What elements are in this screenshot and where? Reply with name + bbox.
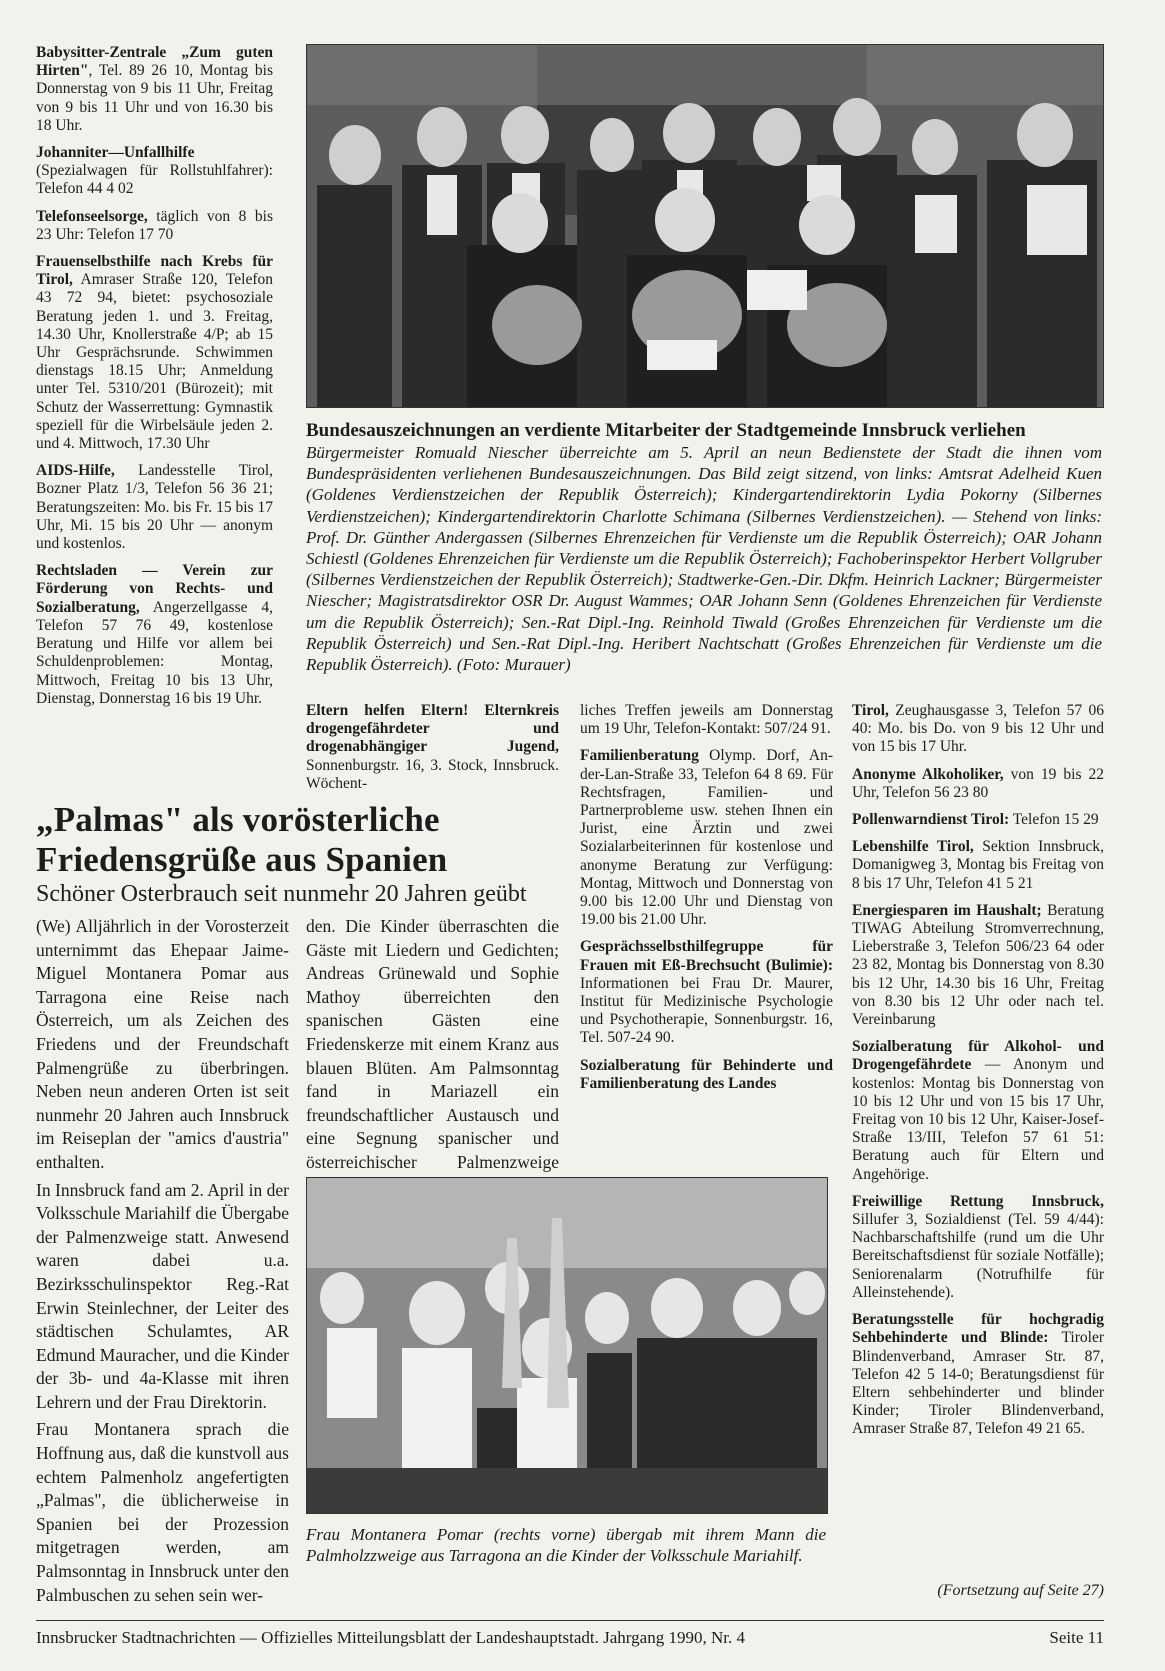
listing-title: Sozialberatung für Alkohol- und Drogengefährdete xyxy=(852,1038,1104,1074)
listing-title: Pollenwarndienst Tirol: xyxy=(852,811,1010,829)
listing xyxy=(36,208,273,244)
listing-title: Telefonseelsorge, xyxy=(36,207,148,225)
listing xyxy=(852,702,1104,757)
article-headline-line1: „Palmas" als vorösterliche xyxy=(36,800,440,839)
listing-title: Frauenselbsthilfe nach Krebs für Tirol, xyxy=(36,253,273,289)
listing xyxy=(852,838,1104,893)
listing-text: Olymp. Dorf, An-der-Lan-Straße 33, Telefon 64 8 69. Für Rechtsfragen, Familien- und Partnerprobleme usw. stehen Ihnen ein Jurist, eine Ärztin und zwei Sozialarbeiterinnen für kostenlose und anonyme Beratung zur Verfügung: Montag, Mittwoch und Donnerstag von 9.00 bis 12.00 Uhr und Dienstag von 19.00 bis 21.00 Uhr. xyxy=(580,747,833,929)
mid-listings-b xyxy=(580,702,833,1102)
awards-caption: Bürgermeister Romuald Niescher überreichte am 5. April an neun Bedienstete der Stadt die ihnen vom Bundespräsidenten verliehenen Bundesauszeichnungen. Das Bild zeigt sitzend, von links: Amtsrat Adelheid Kuen (Goldenes Verdienstzeichen der Republik Österreich); Kindergartendirektorin Lydia Pokorny (Silbernes Verdienstzeichen); Kindergartendirektorin Charlotte Schimana (Silbernes Verdienstzeichen). — Stehend von links: Prof. Dr. Günther Andergassen (Silbernes Ehrenzeichen für Verdienste um die Republik Österreich); OAR Johann Schiestl (Goldenes Ehrenzeichen für Verdienste um die Republik Österreich); Fachoberinspektor Herbert Vollgruber (Silbernes Verdienstzeichen der Republik Österreich); Stadtwerke-Gen.-Dir. Dkfm. Heinrich Lackner; Bürgermeister Niescher; Magistratsdirektor OSR Dr. August Wammes; OAR Johann Senn (Goldenes Ehrenzeichen für Verdienste um die Republik Österreich); Sen.-Rat Dipl.-Ing. Reinhold Tiwald (Großes Ehrenzeichen für Verdienste um die Republik Österreich) und Sen.-Rat Dipl.-Ing. Heribert Nachtschatt (Großes Ehrenzeichen für Verdienste um die Republik Österreich). (Foto: Murauer) xyxy=(306,443,1102,675)
listing xyxy=(580,938,833,1047)
listing xyxy=(36,462,273,553)
article-paragraph: (We) Alljährlich in der Vorosterzeit unternimmt das Ehepaar Jaime-Miguel Montanera Pomar aus Tarragona eine Reise nach Österreich, um als Zeichen des Friedens und der Freundschaft Palmengrüße zu überbringen. Neben neun anderen Orten ist seit nunmehr 20 Jahren auch Innsbruck im Reiseplan der "amics d'austria" enthalten. xyxy=(36,916,289,1172)
listing-title: Johanniter—Unfallhilfe xyxy=(36,144,195,162)
listing-title: Gesprächsselbsthilfegruppe für Frauen mit Eß-Brechsucht (Bulimie): xyxy=(580,938,833,974)
listing-text: (Spezialwagen für Rollstuhlfahrer): Telefon 44 4 02 xyxy=(36,162,273,198)
listing-text: Zeughausgasse 3, Telefon 57 06 40: Mo. bis Do. von 9 bis 12 Uhr und von 15 bis 17 Uhr. xyxy=(852,702,1104,756)
article-column-1 xyxy=(36,915,289,1611)
listing xyxy=(306,702,559,793)
listing-title: Energiesparen im Haushalt; xyxy=(852,901,1042,919)
listing-title: Lebenshilfe Tirol, xyxy=(852,838,974,856)
listing-text: Amraser Straße 120, Telefon 43 72 94, bietet: psychosoziale Beratung jeden 1. und 3. Freitag, 14.30 Uhr, Knollerstraße 4/P; ab 15 Uhr Gesprächsrunde. Schwimmen dienstags 18.15 Uhr; Anmeldung unter Tel. 5310/201 (Bürozeit); mit Schutz der Wasserrettung: Gymnastik speziell für die Wirbelsäule jeden 2. und 4. Mittwoch, 17.30 Uhr xyxy=(36,271,273,453)
listing-text: Beratung TIWAG Abteilung Stromverrechnung, Lieberstraße 3, Telefon 506/23 64 oder 23 82, Montag bis Donnerstag von 8.30 bis 12 Uhr, 14.30 bis 16 Uhr, Freitag von 8.30 bis 12 Uhr oder nach tel. Vereinbarung xyxy=(852,901,1104,1029)
listing-title: Familienberatung xyxy=(580,747,699,765)
left-listings xyxy=(36,44,273,717)
listing-text: Sillufer 3, Sozialdienst (Tel. 59 4/44): Nachbarschaftshilfe (rund um die Uhr Bereitschaftsdienst für soziale Notfälle); Seniorenalarm (Notrufhilfe für Alleinstehende). xyxy=(852,1211,1104,1301)
listing-text: , Tel. 89 26 10, Montag bis Donnerstag von 9 bis 11 Uhr, Freitag von 9 bis 11 Uhr und von 16.30 bis 18 Uhr. xyxy=(36,62,273,134)
footer-page-number: Seite 11 xyxy=(1049,1628,1104,1647)
listing-title: Freiwillige Rettung Innsbruck, xyxy=(852,1192,1104,1210)
listing xyxy=(852,1311,1104,1438)
listing-title: AIDS-Hilfe, xyxy=(36,462,115,480)
listing xyxy=(36,44,273,135)
listing xyxy=(36,253,273,453)
listing-title: Rechtsladen — Verein zur Förderung von Rechts- und Sozialberatung, xyxy=(36,562,273,616)
footer-divider xyxy=(36,1620,1104,1621)
children-palms-photo xyxy=(306,1177,828,1514)
article-paragraph: Frau Montanera sprach die Hoffnung aus, daß die kunstvoll aus echtem Palmenholz angefertigten „Palmas", die üblicherweise in Spanien bei der Prozession mitgetragen werden, am Palmsonntag in Innsbruck unter den Palmbuschen zu sehen sein wer- xyxy=(36,1419,289,1605)
listing-text: Landesstelle Tirol, Bozner Platz 1/3, Telefon 56 36 21; Beratungszeiten: Mo. bis Fr. 15 bis 17 Uhr, Mi. 15 bis 20 Uhr — anonym und kostenlos. xyxy=(36,462,273,553)
listing-text: Sonnenburgstr. 16, 3. Stock, Innsbruck. Wöchent- xyxy=(306,756,559,792)
listing xyxy=(36,144,273,199)
awards-caption-block xyxy=(306,420,1102,675)
listing xyxy=(580,1057,833,1093)
article-paragraph: den. Die Kinder überraschten die Gäste mit Liedern und Gedichten; Andreas Grünewald und Sophie Mathoy überreichten den spanischen Gästen eine Friedenskerze mit einem Kranz aus blauen Blüten. Am Palmsonntag fand in Mariazell ein freundschaftlicher Austausch und eine Segnung spanischer und österreichischer Palmenzweige xyxy=(306,916,559,1172)
article-paragraph: In Innsbruck fand am 2. April in der Volksschule Mariahilf die Übergabe der Palmenzweige statt. Anwesend waren dabei u.a. Bezirksschulinspektor Reg.-Rat Erwin Steinlechner, der Leiter des städtischen Schulamtes, AR Edmund Mauracher, und die Kinder der 3b- und 4a-Klasse mit ihren Lehrern und der Frau Direktorin. xyxy=(36,1179,289,1412)
listing-title: Babysitter-Zentrale „Zum guten Hirten" xyxy=(36,44,273,80)
continuation-note: (Fortsetzung auf Seite 27) xyxy=(937,1582,1104,1599)
listing-text: Angerzellgasse 4, Telefon 57 76 49, kostenlose Beratung und Hilfe vor allem bei Schuldenproblemen: Montag, Mittwoch, Freitag 10 bis 13 Uhr, Dienstag, Donnerstag 16 bis 19 Uhr. xyxy=(36,598,273,707)
listing-text: Sektion Innsbruck, Domanigweg 3, Montag bis Freitag von 8 bis 17 Uhr, Telefon 41 5 21 xyxy=(852,838,1104,892)
listing-text: — Anonym und kostenlos: Montag bis Donnerstag von 10 bis 12 Uhr und von 15 bis 17 Uhr, Freitag von 10 bis 12 Uhr, Kaiser-Josef-Straße 13/III, Telefon 57 61 51: Beratung auch für Eltern und Angehörige. xyxy=(852,1056,1104,1183)
article-column-2 xyxy=(306,915,559,1198)
listing-text: täglich von 8 bis 23 Uhr: Telefon 17 70 xyxy=(36,207,273,243)
listing xyxy=(580,747,833,929)
article-header xyxy=(36,800,576,908)
listing-title: Eltern helfen Eltern! Elternkreis drogengefährdeter und drogenabhängiger Jugend, xyxy=(306,702,559,756)
article-headline-line2: Friedensgrüße aus Spanien xyxy=(36,840,448,879)
listing-text: von 19 bis 22 Uhr, Telefon 56 23 80 xyxy=(852,765,1104,801)
mid-listings-a xyxy=(306,702,559,802)
listing-title: Anonyme Alkoholiker, xyxy=(852,765,1004,783)
listing xyxy=(852,1038,1104,1184)
listing-title: Beratungsstelle für hochgradig Sehbehinderte und Blinde: xyxy=(852,1311,1104,1347)
right-listings xyxy=(852,702,1104,1448)
listing xyxy=(852,1193,1104,1302)
awards-group-photo xyxy=(306,44,1104,408)
listing xyxy=(580,702,833,738)
listing-text: liches Treffen jeweils am Donnerstag um 19 Uhr, Telefon-Kontakt: 507/24 91. xyxy=(580,702,833,738)
listing-text: Telefon 15 29 xyxy=(1009,811,1099,829)
children-photo-caption: Frau Montanera Pomar (rechts vorne) übergab mit ihrem Mann die Palmholzzweige aus Tarragona an die Kinder der Volksschule Mariahilf. xyxy=(306,1525,826,1565)
listing xyxy=(852,766,1104,802)
awards-caption-title: Bundesauszeichnungen an verdiente Mitarbeiter der Stadtgemeinde Innsbruck verliehen xyxy=(306,420,1026,441)
listing-text: Tiroler Blindenverband, Amraser Str. 87, Telefon 42 5 14-0; Beratungsdienst für Eltern sehbehinderter und blinder Kinder; Tiroler Blindenverband, Amraser Straße 87, Telefon 49 21 65. xyxy=(852,1329,1104,1438)
listing xyxy=(852,902,1104,1029)
listing xyxy=(852,811,1104,829)
listing-text: Informationen bei Frau Dr. Maurer, Institut für Medizinische Psychologie und Psychotherapie, Sonnenburgstr. 16, Tel. 507-24 90. xyxy=(580,974,833,1047)
listing-title: Tirol, xyxy=(852,702,889,719)
article-subhead: Schöner Osterbrauch seit nunmehr 20 Jahren geübt xyxy=(36,881,527,907)
listing xyxy=(36,562,273,708)
listing-title: Sozialberatung für Behinderte und Familienberatung des Landes xyxy=(580,1056,833,1092)
footer-publication: Innsbrucker Stadtnachrichten — Offizielles Mitteilungsblatt der Landeshauptstadt. Jahrgang 1990, Nr. 4 xyxy=(36,1628,745,1647)
